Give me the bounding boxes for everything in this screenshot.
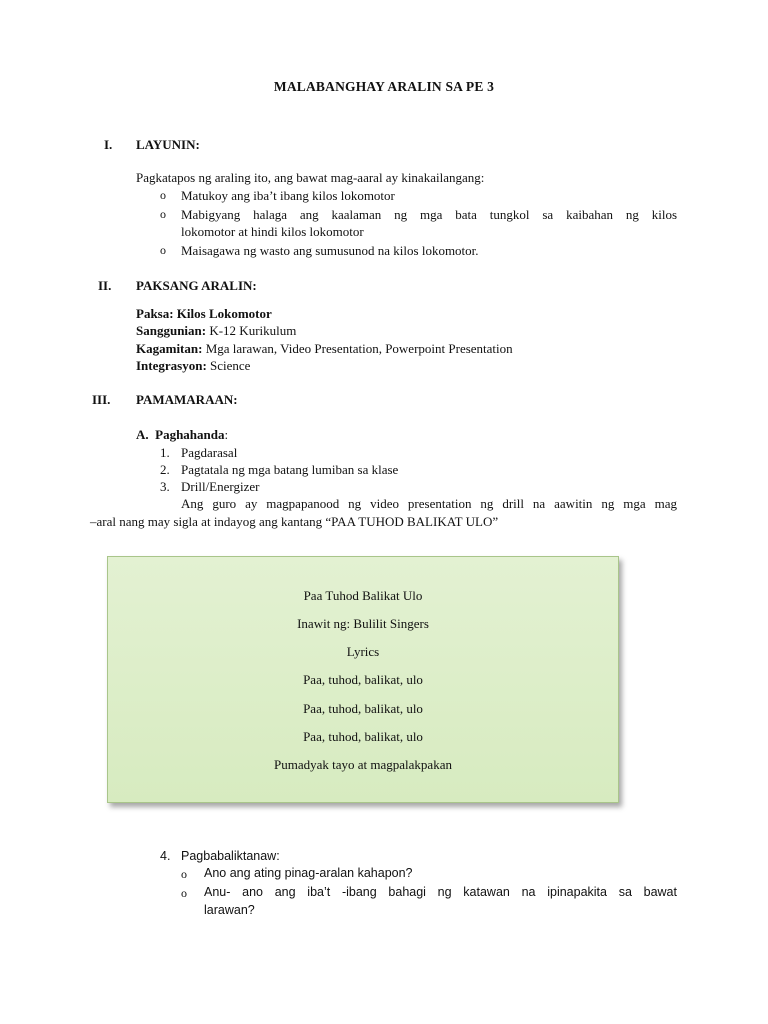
document-title: MALABANGHAY ARALIN SA PE 3 (273, 79, 495, 94)
step-3-text: Drill/Energizer (181, 479, 260, 494)
section-2-title: PAKSANG ARALIN: (136, 278, 257, 293)
subsection-a-title: Paghahanda (155, 427, 225, 442)
review-question-2-line-1: Anu- ano ang iba’t -ibang bahagi ng katawan na ipinapakita sa bawat (204, 885, 677, 899)
integrasyon-label: Integrasyon: (136, 358, 207, 373)
paksa-line: Paksa: Kilos Lokomotor (136, 306, 272, 321)
lyric-line-2: Paa, tuhod, balikat, ulo (303, 701, 423, 716)
lyric-line-4: Pumadyak tayo at magpalakpakan (274, 757, 452, 772)
sanggunian-value: K-12 Kurikulum (209, 323, 297, 338)
bullet-icon: o (160, 188, 166, 202)
subsection-a-letter: A. (136, 427, 149, 442)
sanggunian-label: Sanggunian: (136, 323, 207, 338)
drill-paragraph-line-1: Ang guro ay magpapanood ng video presentation ng drill na aawitin ng mga mag (181, 496, 677, 511)
bullet-icon: o (181, 886, 187, 900)
subsection-a-colon: : (224, 427, 229, 442)
integrasyon-line (136, 358, 250, 374)
song-title: Paa Tuhod Balikat Ulo (303, 588, 423, 603)
song-lyrics-box (107, 556, 619, 803)
step-2-text: Pagtatala ng mga batang lumiban sa klase (181, 462, 399, 477)
objectives-intro: Pagkatapos ng araling ito, ang bawat mag-aaral ay kinakailangang: (136, 170, 485, 185)
step-1-number: 1. (160, 445, 170, 460)
objective-item-1: Matukoy ang iba’t ibang kilos lokomotor (181, 188, 395, 203)
bullet-icon: o (160, 207, 166, 221)
lyric-line-1: Paa, tuhod, balikat, ulo (303, 672, 423, 687)
section-3-number: III. (92, 392, 111, 407)
section-1-number: I. (104, 137, 113, 152)
step-2-number: 2. (160, 462, 170, 477)
kagamitan-line (136, 341, 513, 357)
lyric-line-3: Paa, tuhod, balikat, ulo (303, 729, 423, 744)
objective-item-2-line-1: Mabigyang halaga ang kaalaman ng mga bata tungkol sa kaibahan ng kilos (181, 207, 677, 222)
kagamitan-label: Kagamitan: (136, 341, 203, 356)
section-2-number: II. (98, 278, 112, 293)
kagamitan-value: Mga larawan, Video Presentation, Powerpoint Presentation (205, 341, 513, 356)
step-1-text: Pagdarasal (181, 445, 238, 460)
bullet-icon: o (160, 243, 166, 257)
review-question-2-line-2: larawan? (204, 903, 255, 917)
lyrics-label: Lyrics (346, 644, 380, 659)
drill-paragraph-line-2: –aral nang may sigla at indayog ang kantang “PAA TUHOD BALIKAT ULO” (90, 514, 499, 529)
objective-item-2-line-2: lokomotor at hindi kilos lokomotor (181, 224, 364, 239)
step-4-label: Pagbabaliktanaw: (181, 849, 280, 863)
review-question-1: Ano ang ating pinag-aralan kahapon? (204, 866, 413, 880)
step-4-number: 4. (160, 849, 171, 863)
subsection-a-heading (136, 427, 228, 443)
sanggunian-line (136, 323, 296, 339)
section-1-title: LAYUNIN: (136, 137, 200, 152)
step-3-number: 3. (160, 479, 170, 494)
section-3-title: PAMAMARAAN: (136, 392, 238, 407)
bullet-icon: o (181, 867, 187, 881)
objective-item-3: Maisagawa ng wasto ang sumusunod na kilos lokomotor. (181, 243, 479, 258)
integrasyon-value: Science (210, 358, 251, 373)
song-singer: Inawit ng: Bulilit Singers (297, 616, 429, 631)
